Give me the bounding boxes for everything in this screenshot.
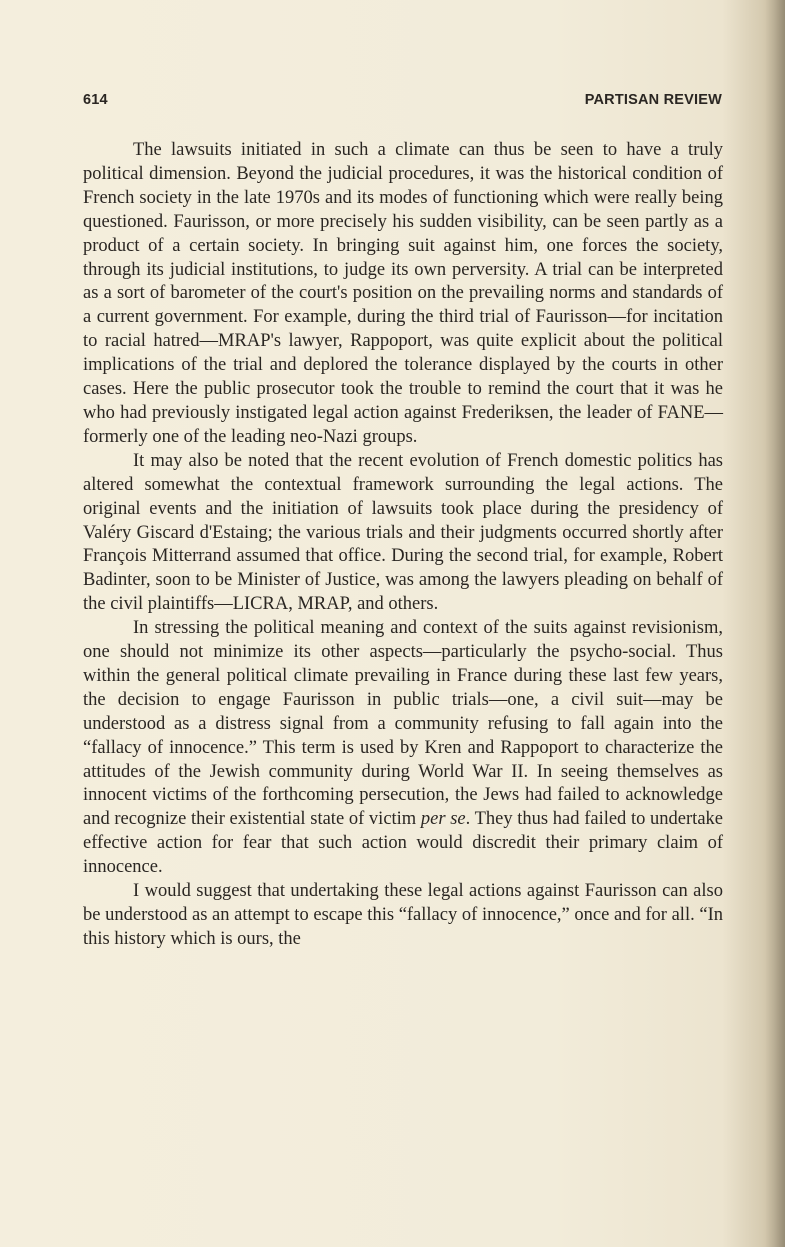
paragraph: It may also be noted that the recent evolution of French domestic politics has altered somewhat the contextual framework surrounding the legal actions. The original events and the initiation of lawsuits took place during the presidency of Valéry Giscard d'Estaing; the various trials and their judgments occurred shortly after François Mitterrand assumed that office. During the second trial, for example, Robert Badinter, soon to be Minister of Justice, was among the lawyers pleading on behalf of the civil plaintiffs—LICRA, MRAP, and others. bbox=[83, 450, 723, 615]
running-head: PARTISAN REVIEW bbox=[584, 92, 722, 108]
page-number: 614 bbox=[83, 92, 108, 108]
paragraph: The lawsuits initiated in such a climate can thus be seen to have a truly political dimension. Beyond the judicial procedures, it was the historical condition of French society in the late 1970s and its modes of functioning which were really being questioned. Faurisson, or more precisely his sudden visibility, can be seen partly as a product of a certain society. In bringing suit against him, one forces the society, through its judicial institutions, to judge its own perversity. A trial can be interpreted as a sort of barometer of the court's position on the prevailing norms and standards of a current government. For example, during the third trial of Faurisson—for incitation to racial hatred—MRAP's lawyer, Rappoport, was quite explicit about the political implications of the trial and deplored the tolerance displayed by the courts in other cases. Here the public prosecutor took the trouble to remind the court that it was he who had previously instigated legal action against Frederiksen, the leader of FANE—formerly one of the leading neo-Nazi groups. bbox=[83, 140, 723, 447]
page-edge-shadow bbox=[765, 0, 785, 1247]
body-text bbox=[83, 139, 723, 952]
paragraph: I would suggest that undertaking these legal actions against Faurisson can also be understood as an attempt to escape this “fallacy of innocence,” once and for all. “In this history which is ours, the bbox=[83, 881, 723, 949]
paragraph: In stressing the political meaning and context of the suits against revisionism, one should not minimize its other aspects—particularly the psycho-social. Thus within the general political climate prevailing in France during these last few years, the decision to engage Faurisson in public trials—one, a civil suit—may be understood as a distress signal from a community refusing to fall again into the “fallacy of innocence.” This term is used by Kren and Rappoport to characterize the attitudes of the Jewish community during World War II. In seeing themselves as innocent victims of the forthcoming persecution, the Jews had failed to acknowledge and recognize their existential state of victim per se. They thus had failed to undertake effective action for fear that such action would discredit their primary claim of innocence. bbox=[83, 618, 723, 878]
italic-phrase: per se bbox=[420, 809, 466, 830]
page-header bbox=[83, 92, 722, 114]
